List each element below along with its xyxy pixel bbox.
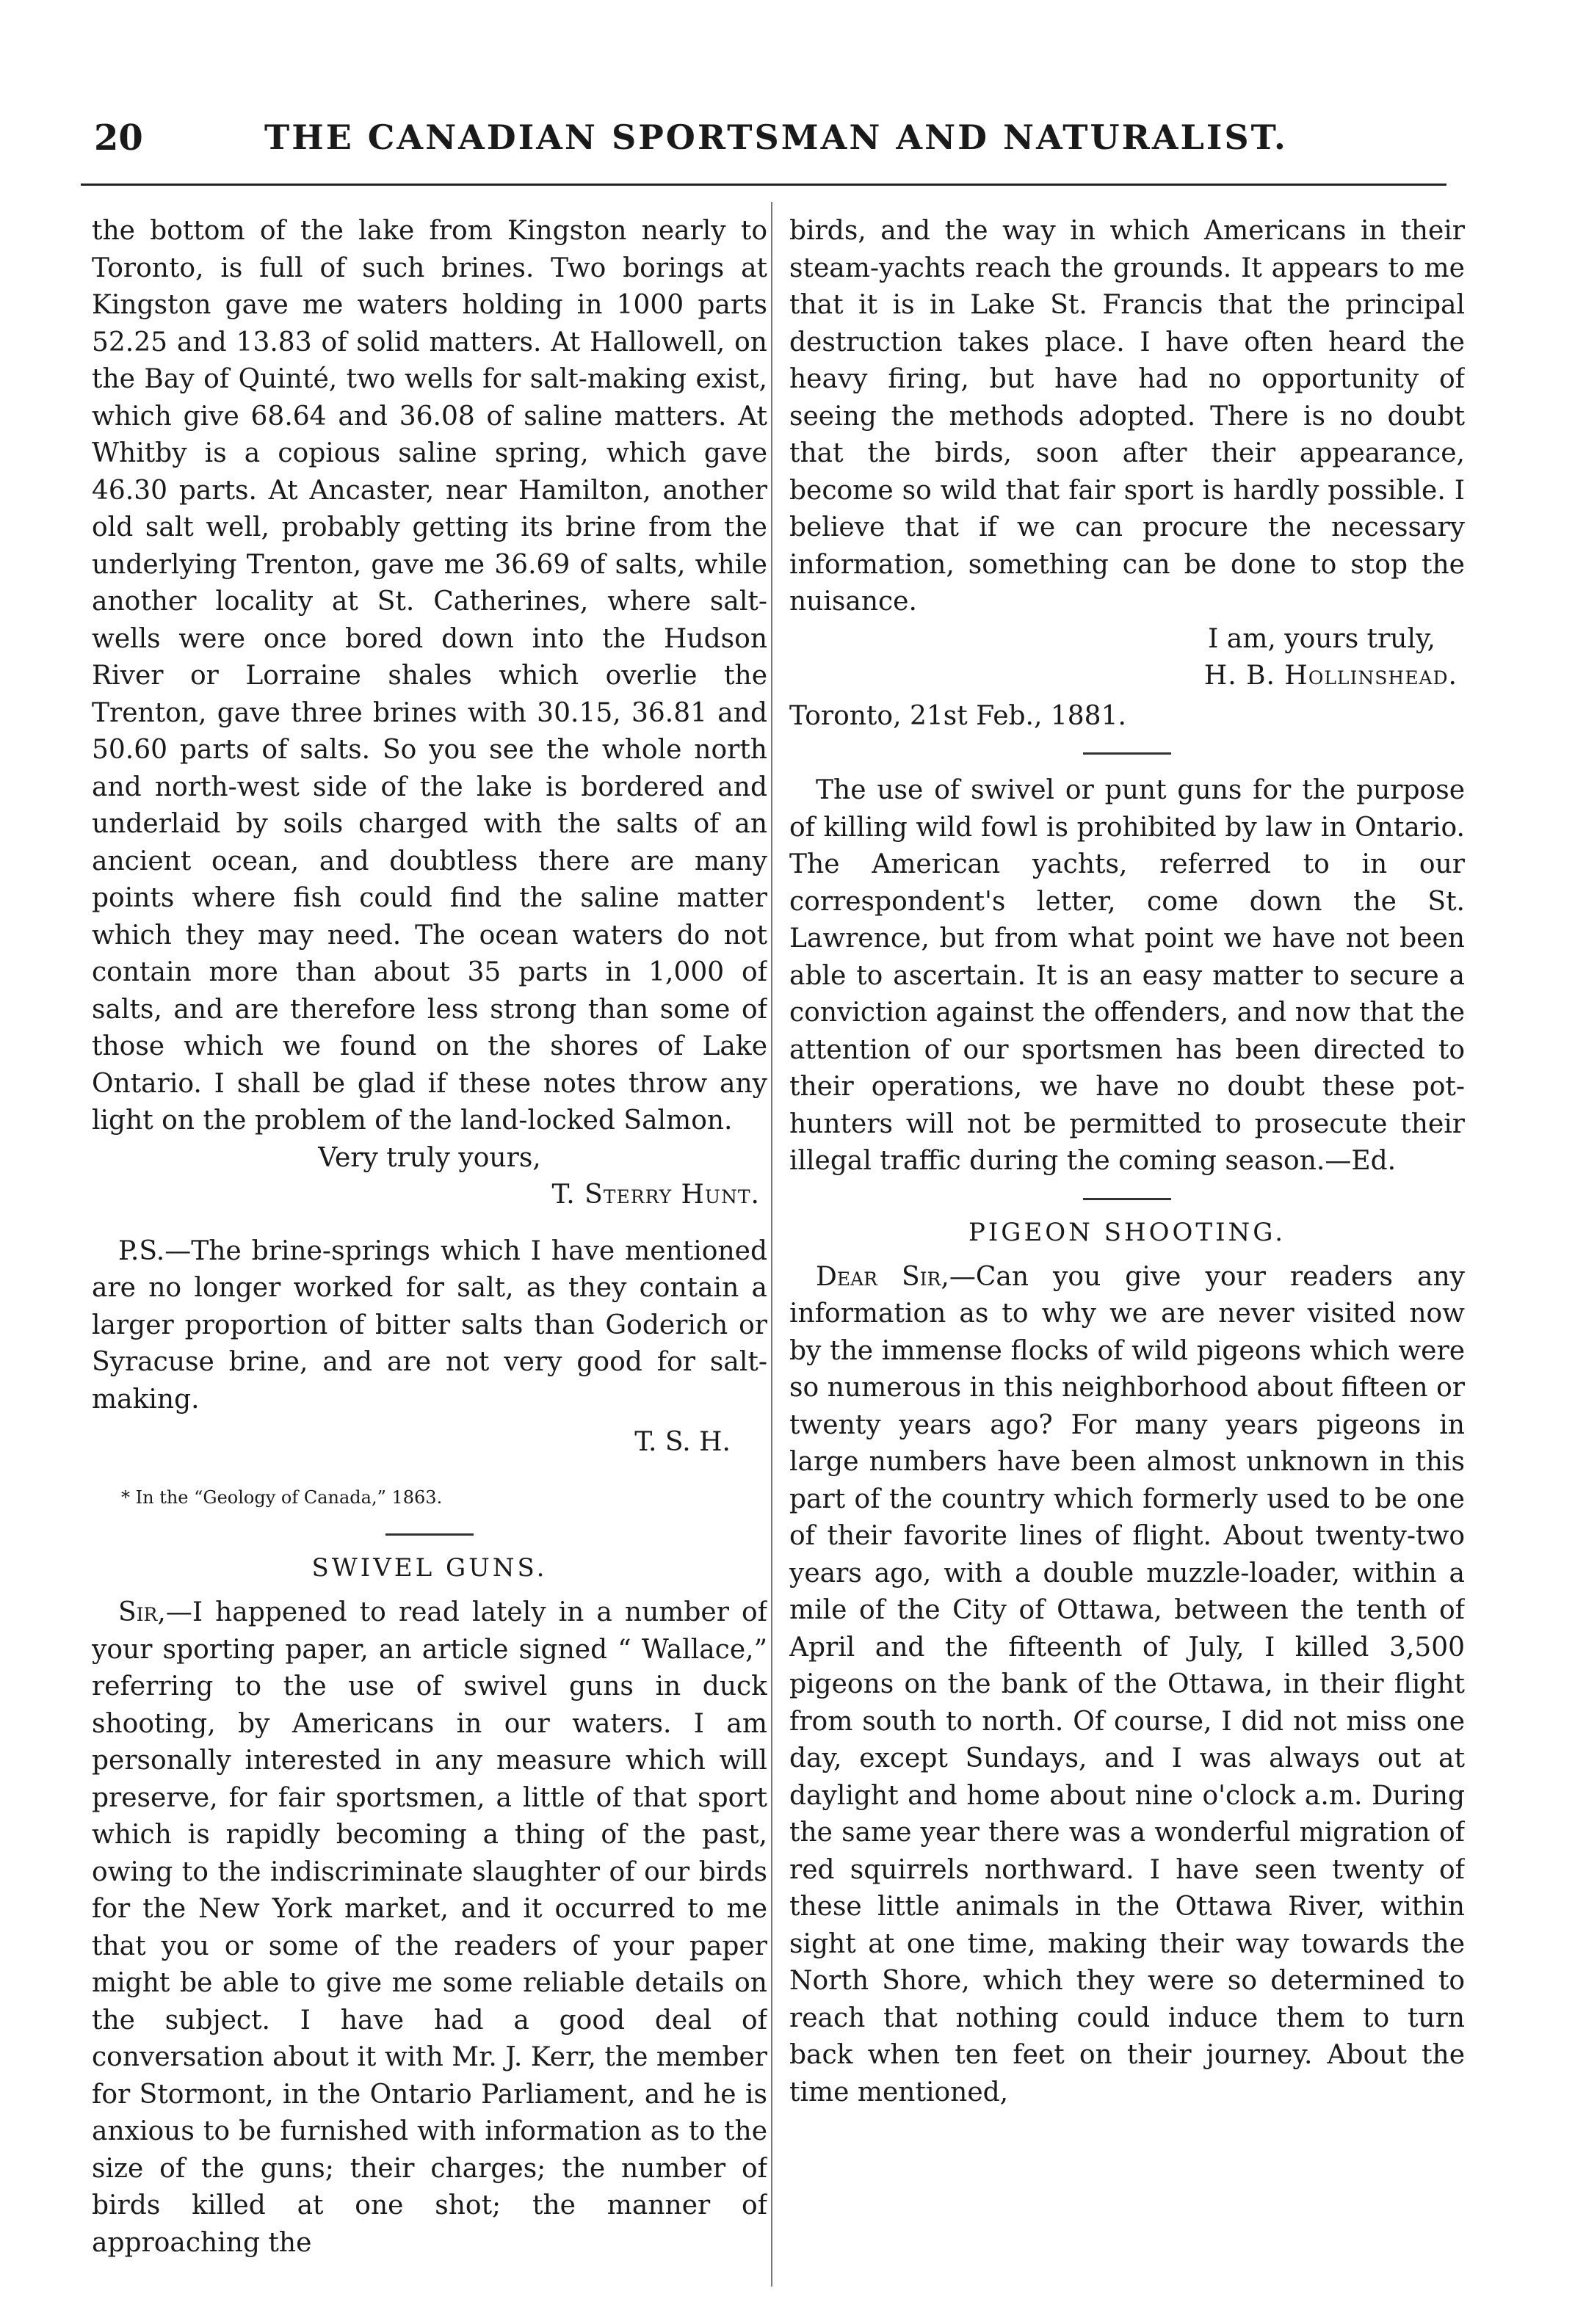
postscript: P.S.—The brine-springs which I have mentioned are no longer worked for salt, as they contain a larger proportion of bitter salts than Goderich or Syracuse brine, and are not very good for salt-making. [92, 1235, 767, 1415]
column-divider [771, 202, 772, 2287]
swivel-letter-closing: I am, yours truly, [1208, 623, 1435, 654]
running-title: THE CANADIAN SPORTSMAN AND NATURALIST. [264, 117, 1288, 157]
swivel-letter-body: —I happened to read lately in a number of your sporting paper, an article signed “ Wallace,” referring to the use of swivel guns in duck shooting, by Americans in our waters. I am personally interested in any measure which will preserve, for fair sportsmen, a little of that sport which is rapidly becoming a thing of the past, owing to the indiscriminate slaughter of our birds for the New York market, and it occurred to me that you or some of the readers of your paper might be able to give me some reliable details on the subject. I have had a good deal of conversation about it with Mr. J. Kerr, the member for Stormont, in the Ontario Parliament, and he is anxious to be furnished with information as to the size of the guns; their charges; the number of birds killed at one shot; the manner of approaching the [92, 1597, 767, 2258]
section-heading-pigeon-shooting: PIGEON SHOOTING. [968, 1217, 1286, 1247]
page-number: 20 [94, 117, 143, 159]
section-heading-swivel-guns: SWIVEL GUNS. [311, 1553, 548, 1583]
header-rule [81, 184, 1446, 186]
letter-signature: T. Sterry Hunt. [551, 1180, 760, 1210]
swivel-letter-dateline: Toronto, 21st Feb., 1881. [789, 700, 1126, 731]
swivel-letter-signature: H. B. Hollinshead. [1203, 661, 1458, 691]
swivel-letter-text [92, 1594, 767, 2262]
editor-note: The use of swivel or punt guns for the purpose of killing wild fowl is prohibited by law in Ontario. The American yachts, referred to in our correspondent's letter, come down the St. Lawrence, but from what point we have not been able to ascertain. It is an easy matter to secure a conviction against the offenders, and now that the attention of our sportsmen has been directed to their operations, we have no doubt these pot-hunters will not be permitted to prosecute their illegal traffic during the coming season.—Ed. [789, 775, 1465, 1176]
pigeon-letter-text [789, 1259, 1465, 2112]
salt-letter-text: the bottom of the lake from Kingston nearly to Toronto, is full of such brines. Two borings at Kingston gave me waters holding in 1000 parts 52.25 and 13.83 of solid matters. At Hallowell, on the Bay of Quinté, two wells for salt-making exist, which give 68.64 and 36.08 of saline matters. At Whitby is a copious saline spring, which gave 46.30 parts. At Ancaster, near Hamilton, another old salt well, probably getting its brine from the underlying Trenton, gave me 36.69 of salts, while another locality at St. Catherines, where salt-wells were once bored down into the Hudson River or Lorraine shales which overlie the Trenton, gave three brines with 30.15, 36.81 and 50.60 parts of salts. So you see the whole north and north-west side of the lake is bordered and underlaid by soils charged with the salts of an ancient ocean, and doubtless there are many points where fish could find the saline matter which they may need. The ocean waters do not contain more than about 35 parts in 1,000 of salts, and are therefore less strong than some of those which we found on the shores of Lake Ontario. I shall be glad if these notes throw any light on the problem of the land-locked Salmon. [92, 216, 767, 1136]
swivel-letter-continued: birds, and the way in which Americans in their steam-yachts reach the grounds. It appears to me that it is in Lake St. Francis that the principal destruction takes place. I have often heard the heavy firing, but have had no opportunity of seeing the methods adopted. There is no doubt that the birds, soon after their appearance, become so wild that fair sport is hardly possible. I believe that if we can procure the necessary information, something can be done to stop the nuisance. [789, 216, 1465, 617]
section-rule [1083, 752, 1171, 755]
postscript-initials: T. S. H. [634, 1427, 731, 1457]
footnote: * In the “Geology of Canada,” 1863. [121, 1486, 443, 1508]
left-column [92, 213, 767, 2283]
spacer [92, 1214, 767, 1233]
salutation: Sir, [118, 1597, 166, 1627]
section-rule [385, 1533, 474, 1536]
section-rule [1083, 1198, 1171, 1200]
letter-closing: Very truly yours, [318, 1142, 541, 1173]
salutation: Dear Sir, [816, 1261, 949, 1292]
pigeon-letter-body: —Can you give your readers any information as to why we are never visited now by the immense flocks of wild pigeons which were so numerous in this neighborhood about fifteen or twenty years ago? For many years pigeons in large numbers have been almost unknown in this part of the country which formerly used to be one of their favorite lines of flight. About twenty-two years ago, with a double muzzle-loader, within a mile of the City of Ottawa, between the tenth of April and the fifteenth of July, I killed 3,500 pigeons on the bank of the Ottawa, in their flight from south to north. Of course, I did not miss one day, except Sundays, and I was always out at daylight and home about nine o'clock a.m. During the same year there was a wonderful migration of red squirrels northward. I have seen twenty of these little animals in the Ottawa River, within sight at one time, making their way towards the North Shore, which they were so determined to reach that nothing could induce them to turn back when ten feet on their journey. About the time mentioned, [789, 1261, 1465, 2107]
right-column [789, 213, 1465, 2283]
